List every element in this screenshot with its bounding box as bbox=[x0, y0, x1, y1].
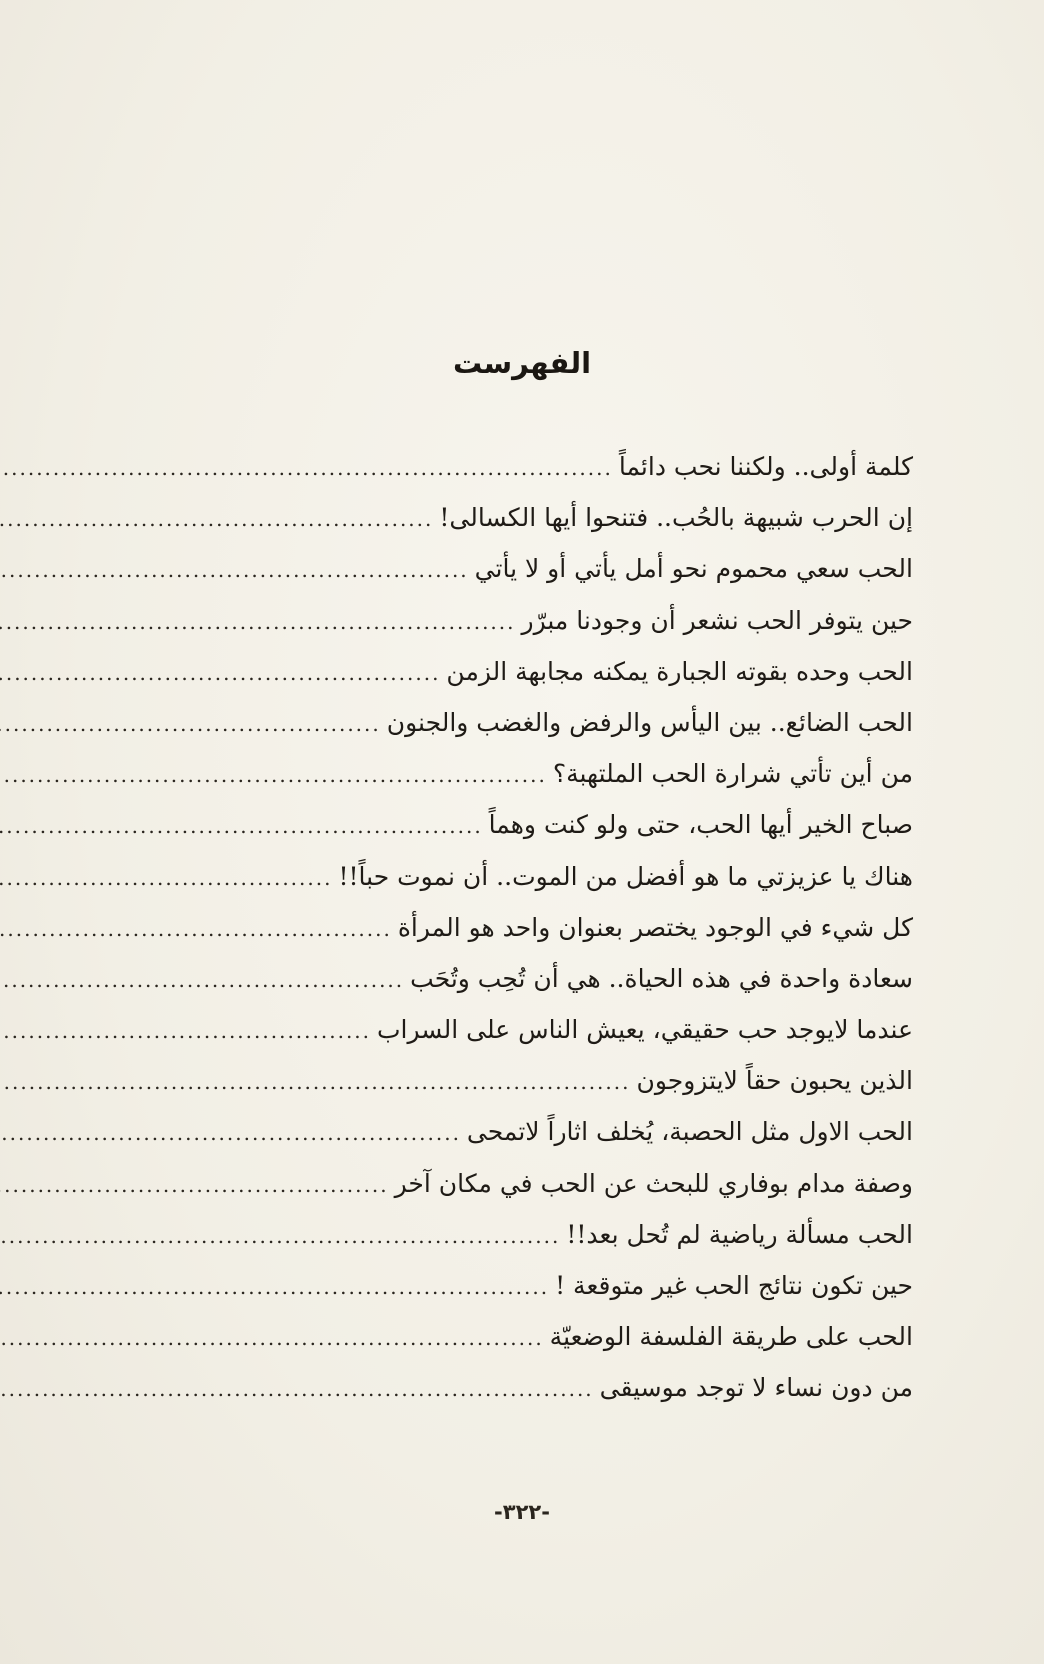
toc-entry-title: الحب الضائع.. بين اليأس والرفض والغضب والجنون bbox=[386, 707, 913, 737]
dot-leader bbox=[0, 1070, 630, 1094]
toc-entry bbox=[148, 1066, 913, 1117]
toc-entry bbox=[148, 503, 913, 554]
toc-entry bbox=[148, 1015, 913, 1066]
dot-leader bbox=[0, 866, 332, 890]
toc-entry-title: الحب مسألة رياضية لم تُحل بعد!! bbox=[566, 1219, 913, 1249]
toc-entry-title: الحب وحده بقوته الجبارة يمكنه مجابهة الزمن bbox=[446, 656, 913, 686]
table-of-contents bbox=[148, 452, 913, 1425]
toc-entry-title: هناك يا عزيزتي ما هو أفضل من الموت.. أن نموت حباً!! bbox=[338, 861, 913, 891]
dot-leader bbox=[0, 712, 381, 736]
dot-leader bbox=[0, 1121, 461, 1145]
dot-leader bbox=[0, 456, 613, 480]
toc-entry bbox=[148, 657, 913, 708]
toc-entry-title: الحب سعي محموم نحو أمل يأتي أو لا يأتي bbox=[474, 554, 913, 584]
toc-entry bbox=[148, 452, 913, 503]
toc-entry bbox=[148, 1117, 913, 1168]
dot-leader bbox=[0, 661, 440, 685]
toc-entry bbox=[148, 554, 913, 605]
dot-leader bbox=[0, 1224, 560, 1248]
toc-entry bbox=[148, 913, 913, 964]
toc-entry bbox=[148, 810, 913, 861]
toc-entry-title: سعادة واحدة في هذه الحياة.. هي أن تُحِب وتُحَب bbox=[410, 963, 913, 993]
toc-entry bbox=[148, 1169, 913, 1220]
toc-entry-title: وصفة مدام بوفاري للبحث عن الحب في مكان آخر bbox=[394, 1168, 913, 1198]
toc-entry bbox=[148, 606, 913, 657]
toc-entry bbox=[148, 1322, 913, 1373]
dot-leader bbox=[0, 610, 516, 634]
toc-entry bbox=[148, 1373, 913, 1424]
toc-entry-title: الحب الاول مثل الحصبة، يُخلف اثاراً لاتمحى bbox=[466, 1117, 913, 1147]
dot-leader bbox=[0, 558, 469, 582]
dot-leader bbox=[0, 1326, 544, 1350]
dot-leader bbox=[0, 968, 404, 992]
toc-entry-title: الحب على طريقة الفلسفة الوضعيّة bbox=[549, 1322, 913, 1352]
dot-leader bbox=[0, 1275, 549, 1299]
toc-entry bbox=[148, 708, 913, 759]
dot-leader bbox=[0, 1173, 389, 1197]
toc-entry bbox=[148, 759, 913, 810]
toc-entry-title: عندما لايوجد حب حقيقي، يعيش الناس على السراب bbox=[377, 1015, 913, 1045]
toc-entry bbox=[148, 862, 913, 913]
toc-entry-title: حين يتوفر الحب نشعر أن وجودنا مبرّر bbox=[521, 605, 913, 635]
dot-leader bbox=[0, 507, 433, 531]
dot-leader bbox=[0, 814, 483, 838]
toc-entry-title: كلمة أولى.. ولكننا نحب دائماً bbox=[618, 452, 913, 481]
toc-entry-title: حين تكون نتائج الحب غير متوقعة ! bbox=[555, 1271, 913, 1300]
toc-entry bbox=[148, 1271, 913, 1322]
toc-entry-title: من دون نساء لا توجد موسيقى bbox=[599, 1373, 913, 1403]
toc-entry-title: صباح الخير أيها الحب، حتى ولو كنت وهماً bbox=[488, 810, 913, 840]
toc-entry-title: إن الحرب شبيهة بالحُب.. فتنحوا أيها الكسالى! bbox=[439, 503, 913, 533]
dot-leader bbox=[0, 1019, 371, 1043]
dot-leader bbox=[0, 1377, 594, 1401]
toc-entry-title: الذين يحبون حقاً لايتزوجون bbox=[636, 1066, 913, 1096]
toc-entry-title: كل شيء في الوجود يختصر بعنوان واحد هو المرأة bbox=[397, 912, 913, 942]
dot-leader bbox=[0, 917, 392, 941]
page-title: الفهرست bbox=[452, 346, 592, 380]
page-number: -٣٢٢- bbox=[494, 1500, 550, 1524]
toc-entry-title: من أين تأتي شرارة الحب الملتهبة؟ bbox=[552, 759, 913, 789]
dot-leader bbox=[0, 763, 547, 787]
toc-entry bbox=[148, 1220, 913, 1271]
toc-entry bbox=[148, 964, 913, 1015]
